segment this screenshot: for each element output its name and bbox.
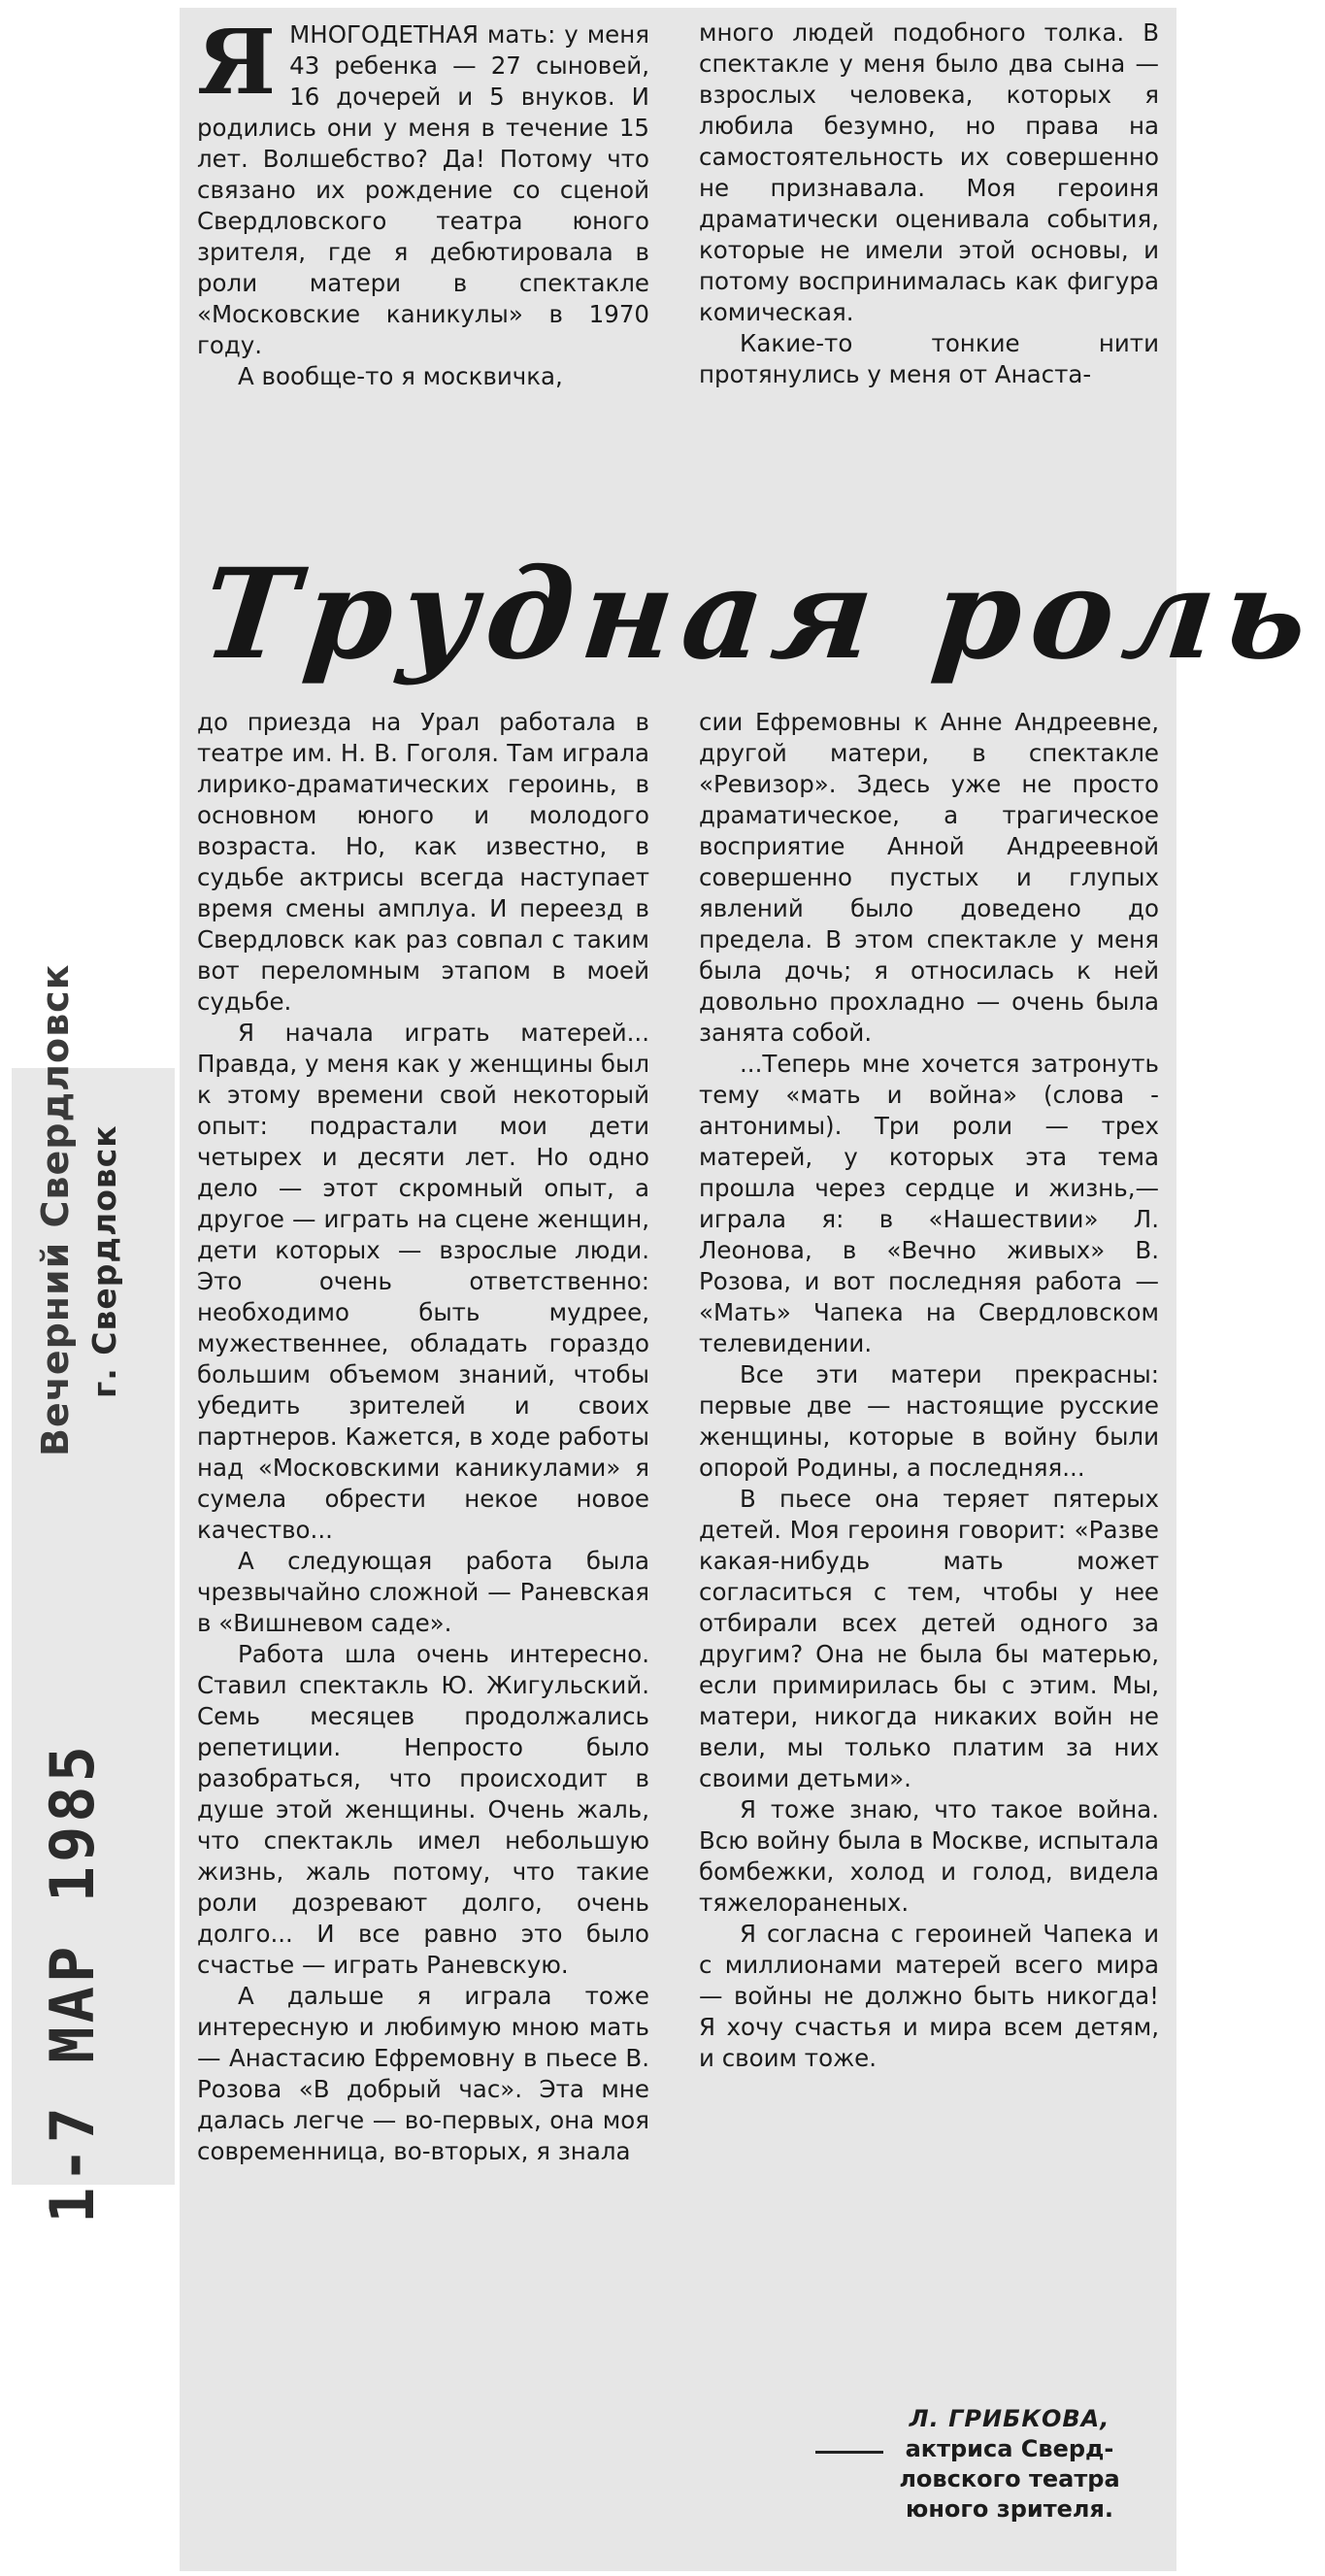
paragraph: Работа шла очень интересно. Ставил спектакль Ю. Жигульский. Семь месяцев продолжались репетиции. Непросто было разобраться, что происходит в душе этой женщины. Очень жаль, что спектакль имел небольшую жизнь, жаль потому, что такие роли дозревают долго, очень долго... И все равно это было счастье — играть Раневскую. (197, 1640, 649, 1979)
column-2-top (699, 17, 1159, 390)
signature-rule (815, 2451, 883, 2454)
newspaper-name-stamp: Вечерний Свердловск (34, 963, 77, 1456)
column-1-top (197, 10, 649, 392)
paragraph: А дальше я играла тоже интересную и любимую мною мать — Анастасию Ефремовну в пьесе В. Розова «В добрый час». Эта мне далась легче — во-первых, она моя современница, во-вторых, я знала (197, 1982, 649, 2165)
author-title-line: юного зрителя. (905, 2495, 1114, 2523)
author-name: Л. ГРИБКОВА, (909, 2405, 1110, 2432)
city-stamp: г. Свердловск (85, 1124, 123, 1398)
paragraph: Все эти матери прекрасны: первые две — настоящие русские женщины, которые в войну были опорой Родины, а последняя... (699, 1360, 1159, 1482)
paragraph: В пьесе она теряет пятерых детей. Моя героиня говорит: «Разве какая-нибудь мать может согласиться с тем, чтобы у нее отбирали всех детей одного за другим? Она не была бы матерью, если примирилась бы с этим. Мы, матери, никогда никаких войн не вели, мы только платим за них своими детьми». (699, 1485, 1159, 1792)
paragraph: Я тоже знаю, что такое война. Всю войну была в Москве, испытала бомбежки, холод и голод, видела тяжелораненых. (699, 1795, 1159, 1917)
article-headline: Трудная роль (196, 542, 1324, 687)
paragraph: А вообще-то я москвичка, (238, 362, 563, 390)
paragraph: МНОГОДЕТНАЯ мать: у меня 43 ребенка — 27 сыновей, 16 дочерей и 5 внуков. И родились они у меня в течение 15 лет. Волшебство? Да! Потому что связано их рождение со сценой Свердловского театра юного зрителя, где я дебютировала в роли матери в спектакле «Московские каникулы» в 1970 году. (197, 20, 649, 359)
column-1-bottom (197, 707, 649, 2167)
paragraph: Какие-то тонкие нити протянулись у меня от Анаста- (699, 329, 1159, 388)
paragraph: до приезда на Урал работала в театре им. Н. В. Гоголя. Там играла лирико-драматических героинь, в основном юного и молодого возраста. Но, как известно, в судьбе актрисы всегда наступает время смены амплуа. И переезд в Свердловск как раз совпал с таким вот переломным этапом в моей судьбе. (197, 708, 649, 1016)
drop-cap: Я (197, 10, 277, 115)
paragraph: Я начала играть матерей... Правда, у меня как у женщины был к этому времени свой некоторый опыт: подрастали мои дети четырех и десяти лет. Но одно дело — этот скромный опыт, а другое — играть на сцене женщин, дети которых — взрослые люди. Это очень ответственно: необходимо быть мудрее, мужественнее, обладать гораздо большим объемом знаний, чтобы убедить зрителей и своих партнеров. Кажется, в ходе работы над «Московскими каникулами» я сумела обрести некое новое качество... (197, 1019, 649, 1544)
paragraph: Я согласна с героиней Чапека и с миллионами матерей всего мира — войны не должно быть никогда! Я хочу счастья и мира всем детям, и своим тоже. (699, 1920, 1159, 2072)
paragraph: много людей подобного толка. В спектакле у меня было два сына — взрослых человека, которых я любила безумно, но права на самостоятельность их совершенно не признавала. Моя героиня драматически оценивала события, которые не имели этой основы, и потому воспринималась как фигура комическая. (699, 18, 1159, 326)
author-title-line: актриса Сверд- (905, 2435, 1114, 2462)
author-title-line: ловского театра (899, 2465, 1120, 2492)
paragraph: сии Ефремовны к Анне Андреевне, другой матери, в спектакле «Ревизор». Здесь уже не просто драматическое, а трагическое восприятие Анной Андреевной совершенно пустых и глупых явлений было доведено до предела. В этом спектакле у меня была дочь; я относилась к ней довольно прохладно — очень была занята собой. (699, 708, 1159, 1047)
date-stamp: 1-7 МАР 1985 (37, 1742, 108, 2224)
paragraph: ...Теперь мне хочется затронуть тему «мать и война» (слова - антонимы). Три роли — трех матерей, у которых эта тема прошла через сердце и жизнь,—играла я: в «Нашествии» Л. Леонова, в «Вечно живых» В. Розова, и вот последняя работа — «Мать» Чапека на Свердловском телевидении. (699, 1050, 1159, 1357)
column-2-bottom (699, 707, 1159, 2074)
paragraph: А следующая работа была чрезвычайно сложной — Раневская в «Вишневом саде». (197, 1547, 649, 1637)
author-signature (864, 2404, 1155, 2525)
